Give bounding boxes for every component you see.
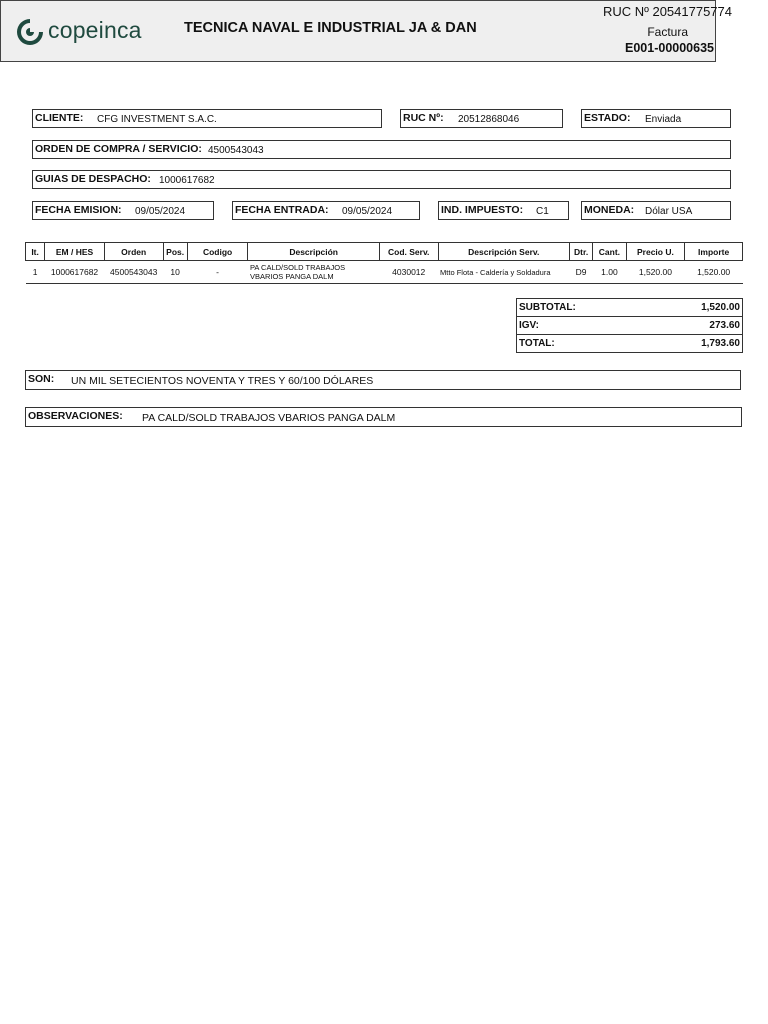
orden-value: 4500543043: [208, 145, 264, 156]
orden-box: [32, 140, 731, 159]
items-table: [25, 242, 743, 284]
col-header-cant: Cant.: [593, 243, 626, 261]
col-header-em-hes: EM / HES: [45, 243, 105, 261]
ind-impuesto-label: IND. IMPUESTO:: [441, 204, 524, 216]
col-header-codigo: Codigo: [187, 243, 248, 261]
col-header-pos: Pos.: [163, 243, 187, 261]
cell-descripcion: PA CALD/SOLD TRABAJOS VBARIOS PANGA DALM: [249, 263, 346, 281]
cell-cant: 1.00: [601, 267, 618, 277]
moneda-box: [581, 201, 731, 220]
total-label: TOTAL:: [517, 335, 649, 353]
moneda-value: Dólar USA: [645, 206, 693, 217]
ruc-value: 20512868046: [458, 114, 520, 125]
observaciones-box: [25, 407, 742, 427]
fecha-entrada-label: FECHA ENTRADA:: [235, 204, 329, 216]
igv-value: 273.60: [649, 317, 743, 335]
subtotal-value: 1,520.00: [649, 299, 743, 317]
col-header-precio: Precio U.: [626, 243, 685, 261]
col-header-dtr: Dtr.: [569, 243, 592, 261]
moneda-label: MONEDA:: [584, 204, 635, 216]
fecha-emision-box: [32, 201, 214, 220]
document-header: [0, 0, 732, 62]
ind-impuesto-box: [438, 201, 569, 220]
cell-it: 1: [32, 267, 38, 277]
fecha-emision-value: 09/05/2024: [135, 206, 186, 217]
son-box: [25, 370, 741, 390]
fecha-entrada-box: [232, 201, 420, 220]
subtotal-label: SUBTOTAL:: [517, 299, 649, 317]
col-header-descripcion: Descripción: [248, 243, 379, 261]
fecha-emision-label: FECHA EMISION:: [35, 204, 122, 216]
total-value: 1,793.60: [649, 335, 743, 353]
estado-box: [581, 109, 731, 128]
ruc-label: RUC Nº:: [403, 112, 444, 124]
col-header-importe: Importe: [685, 243, 743, 261]
totals-table: [516, 298, 743, 353]
estado-label: ESTADO:: [584, 112, 631, 124]
col-header-desc-serv: Descripción Serv.: [438, 243, 569, 261]
cliente-value: CFG INVESTMENT S.A.C.: [97, 114, 217, 125]
igv-label: IGV:: [517, 317, 649, 335]
cell-dtr: D9: [575, 267, 587, 277]
cell-em-hes: 1000617682: [50, 267, 99, 277]
col-header-it: It.: [26, 243, 45, 261]
son-value: UN MIL SETECIENTOS NOVENTA Y TRES Y 60/100 DÓLARES: [71, 375, 374, 387]
igv-row: [517, 317, 743, 335]
cliente-label: CLIENTE:: [35, 112, 84, 124]
table-header-row: [26, 243, 743, 261]
observaciones-label: OBSERVACIONES:: [28, 410, 123, 422]
orden-label: ORDEN DE COMPRA / SERVICIO:: [35, 143, 202, 155]
company-name: TECNICA NAVAL E INDUSTRIAL JA & DAN: [184, 20, 477, 36]
company-logo: [15, 17, 155, 47]
estado-value: Enviada: [645, 114, 682, 125]
guias-label: GUIAS DE DESPACHO:: [35, 173, 151, 185]
cell-orden: 4500543043: [110, 267, 158, 277]
logo-text: copeinca: [48, 17, 142, 43]
subtotal-row: [517, 299, 743, 317]
col-header-orden: Orden: [104, 243, 163, 261]
cell-desc-serv: Mtto Flota - Caldería y Soldadura: [440, 267, 551, 277]
fecha-entrada-value: 09/05/2024: [342, 206, 393, 217]
table-row: [26, 261, 743, 284]
ind-impuesto-value: C1: [536, 206, 549, 217]
cell-pos: 10: [170, 267, 180, 277]
guias-value: 1000617682: [159, 175, 215, 186]
cell-importe: 1,520.00: [697, 267, 731, 277]
issuer-ruc: RUC Nº 20541775774: [602, 4, 732, 19]
document-type: Factura: [647, 25, 688, 39]
ruc-box: [400, 109, 563, 128]
cell-precio: 1,520.00: [638, 267, 672, 277]
cell-cod-serv: 4030012: [392, 267, 426, 277]
copeinca-logo-icon: [15, 17, 45, 47]
document-number: E001-00000635: [625, 41, 714, 55]
col-header-cod-serv: Cod. Serv.: [379, 243, 438, 261]
son-label: SON:: [28, 373, 55, 385]
observaciones-value: PA CALD/SOLD TRABAJOS VBARIOS PANGA DALM: [142, 412, 396, 424]
cell-codigo: -: [216, 267, 220, 277]
cliente-box: [32, 109, 382, 128]
guias-box: [32, 170, 731, 189]
total-row: [517, 335, 743, 353]
